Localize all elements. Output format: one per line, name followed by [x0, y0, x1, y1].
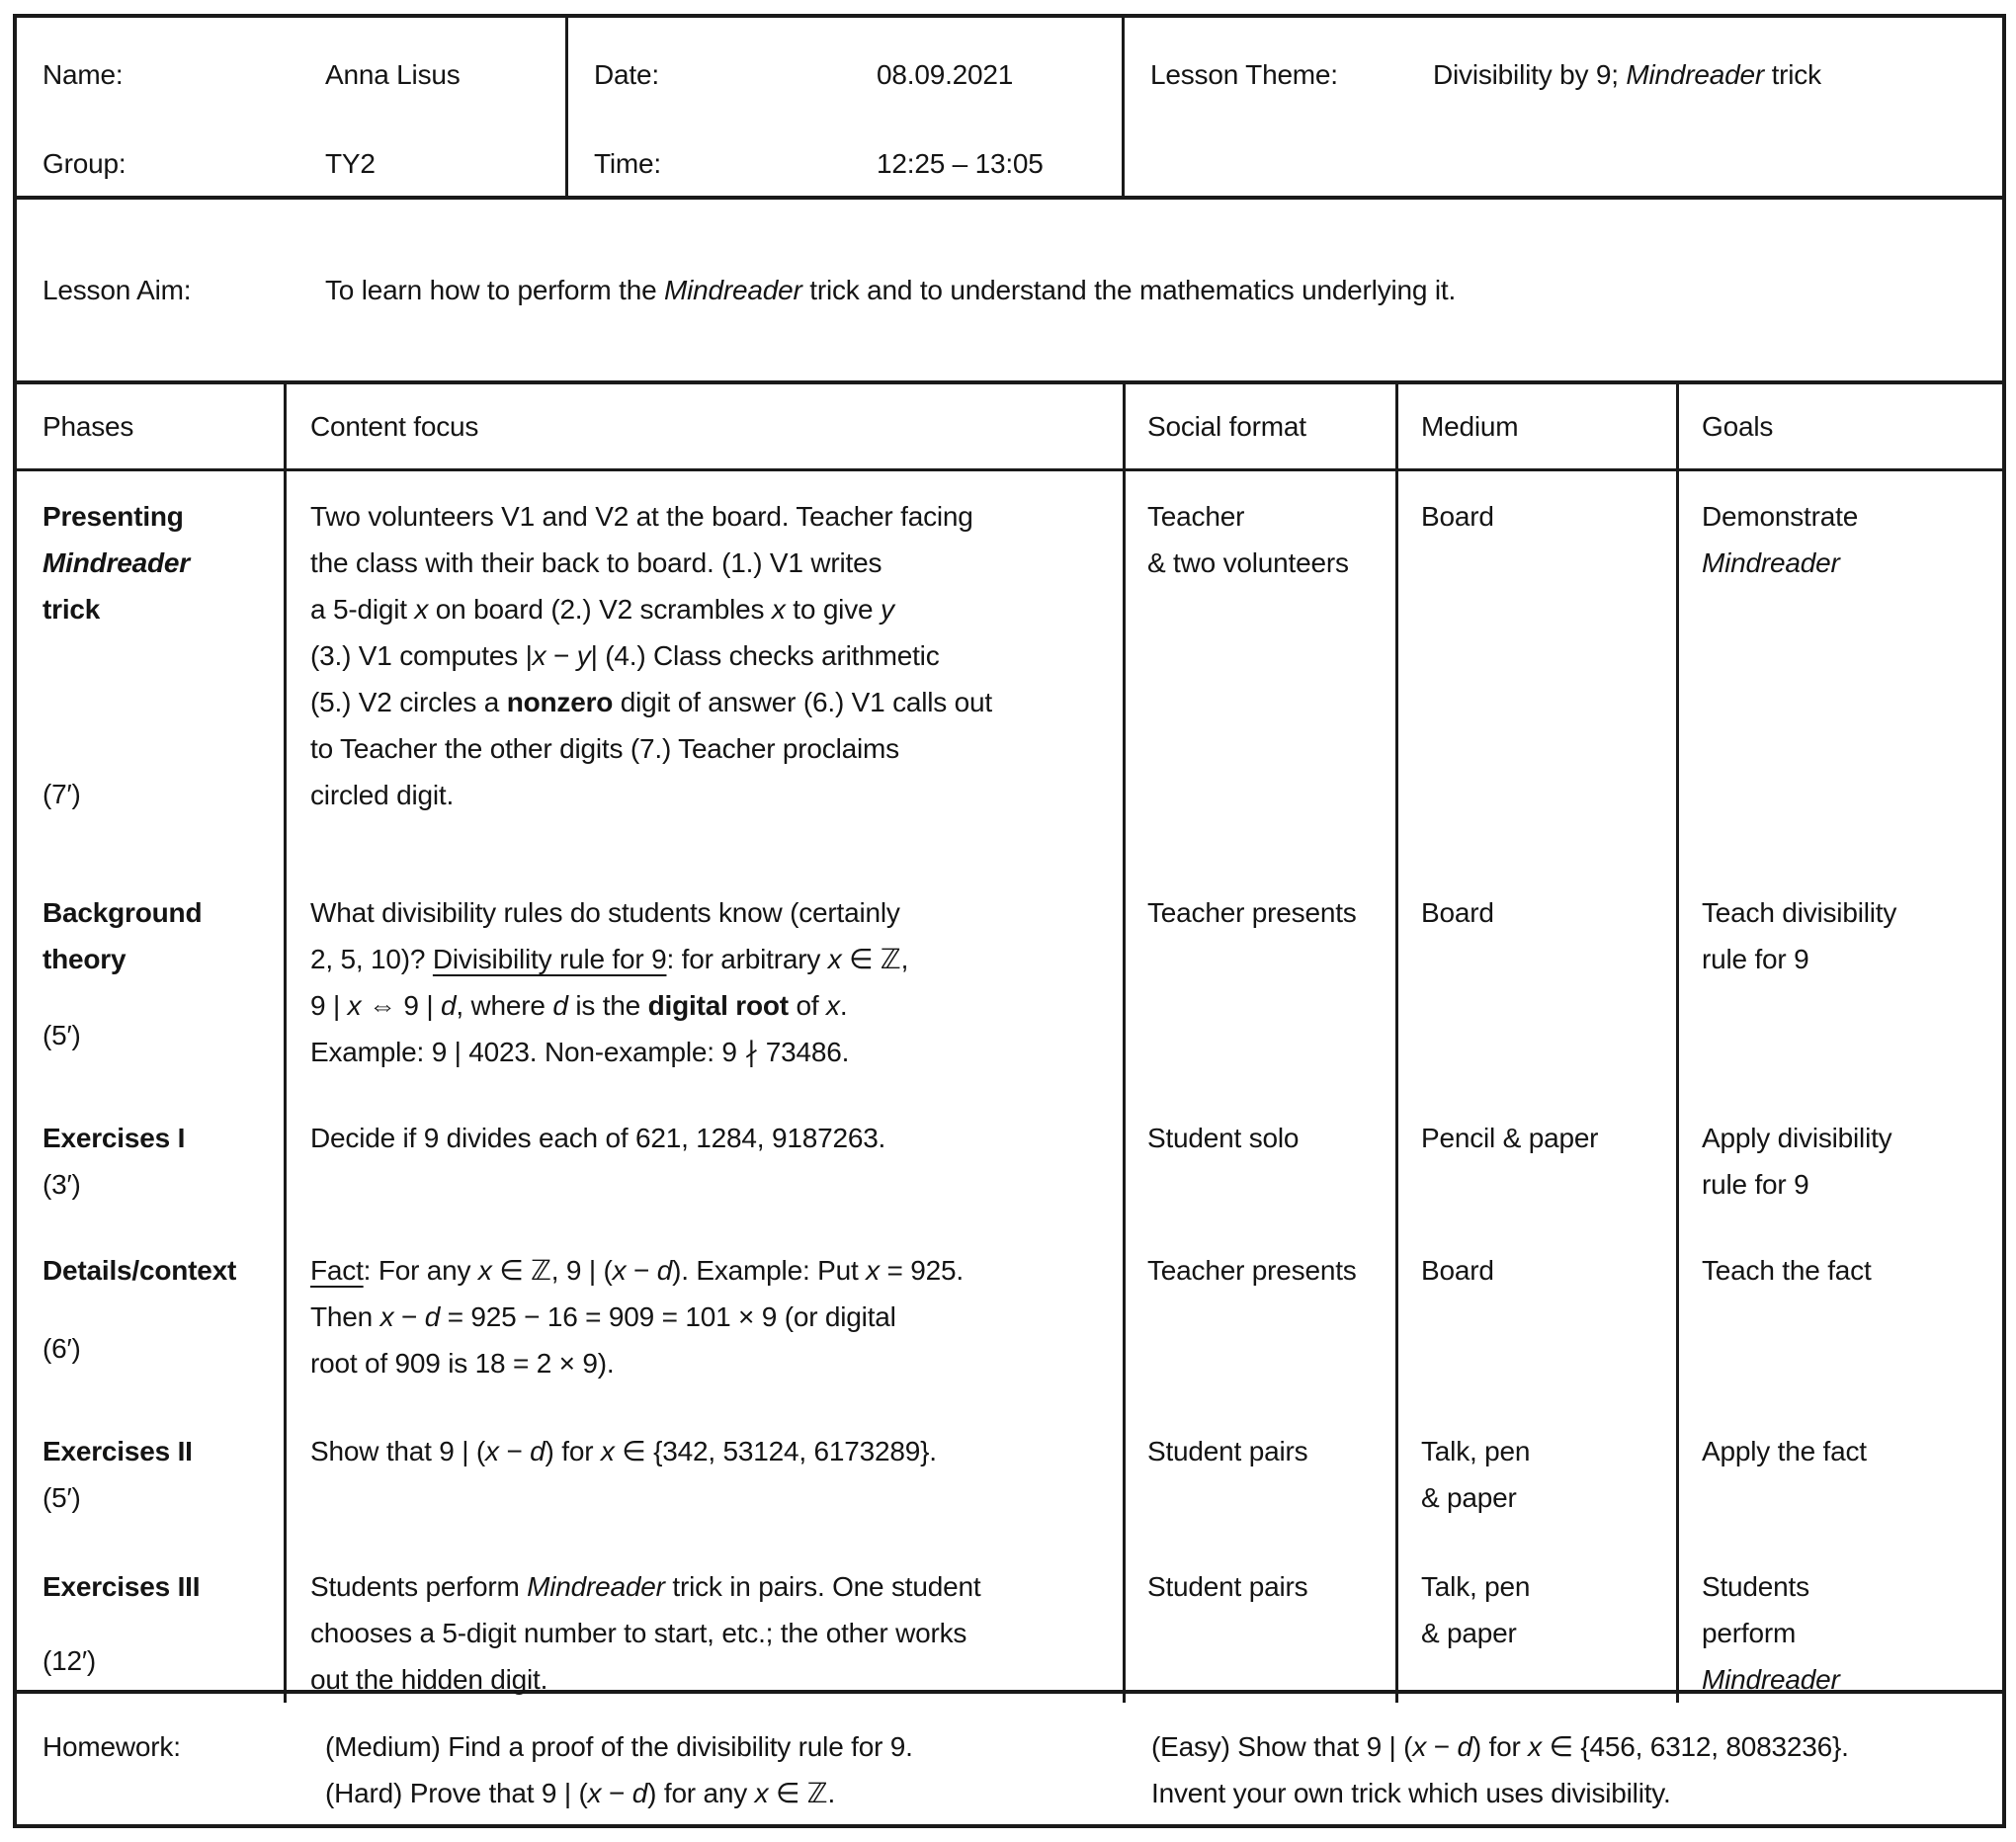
column-header-phases-label: Phases	[42, 411, 134, 442]
group-row	[42, 140, 565, 187]
content-cell: Decide if 9 divides each of 621, 1284, 9187263.	[287, 1107, 1126, 1245]
date-time-cell	[568, 18, 1125, 196]
top-info-section	[17, 18, 2002, 200]
phase-duration: (6′)	[42, 1333, 81, 1364]
phase-duration: (5′)	[42, 1482, 81, 1513]
column-header-phases	[17, 384, 287, 471]
phase-name: Details/context	[42, 1255, 237, 1286]
phase-duration: (5′)	[42, 1020, 81, 1050]
social-format-cell: Teacher & two volunteers	[1126, 471, 1398, 881]
group-label: Group:	[42, 148, 126, 179]
phase-name: Presenting Mindreader trick	[42, 501, 190, 625]
goals-cell: Apply the fact	[1702, 1436, 1867, 1466]
phase-duration: (3′)	[42, 1169, 81, 1200]
time-value: 12:25 – 13:05	[877, 148, 1044, 179]
content-cell: Fact: For any x ∈ ℤ, 9 | (x − d). Example: Put x = 925. Then x − d = 925 − 16 = 909 = 101 × 9 (or digital root of 909 is 18 = 2 × 9).	[287, 1245, 1126, 1426]
phase-name: Exercises III	[42, 1571, 201, 1602]
lesson-theme-cell	[1125, 18, 2002, 196]
medium-cell: Board	[1398, 881, 1679, 1107]
column-header-content-focus	[287, 384, 1126, 471]
goals-cell: Demonstrate Mindreader	[1702, 501, 1859, 578]
content-cell: Show that 9 | (x − d) for x ∈ {342, 53124, 6173289}.	[287, 1426, 1126, 1557]
medium-cell: Pencil & paper	[1398, 1107, 1679, 1245]
time-row	[594, 140, 1122, 187]
name-group-cell	[17, 18, 568, 196]
homework-left-text: (Medium) Find a proof of the divisibility rule for 9. (Hard) Prove that 9 | (x − d) for any x ∈ ℤ.	[325, 1731, 913, 1808]
content-cell: Two volunteers V1 and V2 at the board. Teacher facing the class with their back to board. (1.) V1 writes a 5-digit x on board (2.) V2 scrambles x to give y (3.) V1 computes |x − y| (4.) Class checks arithmetic (5.) V2 circles a nonzero digit of answer (6.) V1 calls out to Teacher the other digits (7.) Teacher proclaims circled digit.	[287, 471, 1126, 881]
social-format-cell: Student pairs	[1126, 1557, 1398, 1703]
phase-duration: (12′)	[42, 1645, 97, 1676]
phase-cell-exercises-1	[17, 1107, 287, 1245]
name-label: Name:	[42, 59, 124, 90]
goals-cell: Teach the fact	[1702, 1255, 1872, 1286]
phase-cell-details-context	[17, 1245, 287, 1426]
column-header-goals	[1679, 384, 2002, 471]
date-value: 08.09.2021	[877, 59, 1014, 90]
phase-cell-presenting-trick	[17, 471, 287, 881]
column-header-medium-label: Medium	[1421, 411, 1519, 442]
name-value: Anna Lisus	[325, 59, 461, 90]
phase-cell-exercises-2	[17, 1426, 287, 1557]
name-row	[42, 51, 565, 98]
lesson-theme-value: Divisibility by 9; Mindreader trick	[1433, 59, 1821, 90]
medium-cell: Board	[1398, 471, 1679, 881]
phase-duration: (7′)	[42, 779, 81, 809]
time-label: Time:	[594, 148, 661, 179]
homework-label: Homework:	[42, 1731, 181, 1762]
social-format-cell: Student solo	[1126, 1107, 1398, 1245]
goals-cell: Students perform Mindreader	[1702, 1571, 1840, 1695]
date-row	[594, 51, 1122, 98]
medium-cell: Talk, pen & paper	[1398, 1426, 1679, 1557]
lesson-aim-section	[17, 200, 2002, 384]
phase-name: Exercises II	[42, 1436, 193, 1466]
column-header-content-focus-label: Content focus	[310, 411, 479, 442]
goals-cell: Apply divisibility rule for 9	[1702, 1123, 1892, 1200]
content-cell: What divisibility rules do students know (certainly 2, 5, 10)? Divisibility rule for 9: for arbitrary x ∈ ℤ, 9 | x ⇔ 9 | d, where d is the digital root of x. Example: 9 | 4023. Non-example: 9 ∤ 73486.	[287, 881, 1126, 1107]
column-header-social-format	[1126, 384, 1398, 471]
phases-table	[17, 384, 2002, 1694]
column-header-social-format-label: Social format	[1147, 411, 1306, 442]
group-value: TY2	[325, 148, 376, 179]
column-header-goals-label: Goals	[1702, 411, 1774, 442]
phase-name: Exercises I	[42, 1123, 186, 1153]
column-header-medium	[1398, 384, 1679, 471]
lesson-aim-label: Lesson Aim:	[42, 275, 192, 305]
homework-section	[17, 1694, 2002, 1824]
phase-name: Background theory	[42, 897, 203, 974]
content-cell: Students perform Mindreader trick in pairs. One student chooses a 5-digit number to start, etc.; the other works out the hidden digit.	[287, 1557, 1126, 1703]
lesson-plan-table	[13, 14, 2006, 1828]
theme-row	[1150, 51, 2002, 98]
phase-cell-exercises-3	[17, 1557, 287, 1703]
lesson-theme-label: Lesson Theme:	[1150, 59, 1338, 90]
social-format-cell: Student pairs	[1126, 1426, 1398, 1557]
social-format-cell: Teacher presents	[1126, 881, 1398, 1107]
goals-cell: Teach divisibility rule for 9	[1702, 897, 1897, 974]
medium-cell: Board	[1398, 1245, 1679, 1426]
lesson-aim-value: To learn how to perform the Mindreader trick and to understand the mathematics underlying it.	[325, 275, 1457, 305]
phase-cell-background-theory	[17, 881, 287, 1107]
social-format-cell: Teacher presents	[1126, 1245, 1398, 1426]
medium-cell: Talk, pen & paper	[1398, 1557, 1679, 1703]
homework-right-text: (Easy) Show that 9 | (x − d) for x ∈ {456, 6312, 8083236}. Invent your own trick which uses divisibility.	[1151, 1731, 1849, 1808]
date-label: Date:	[594, 59, 659, 90]
